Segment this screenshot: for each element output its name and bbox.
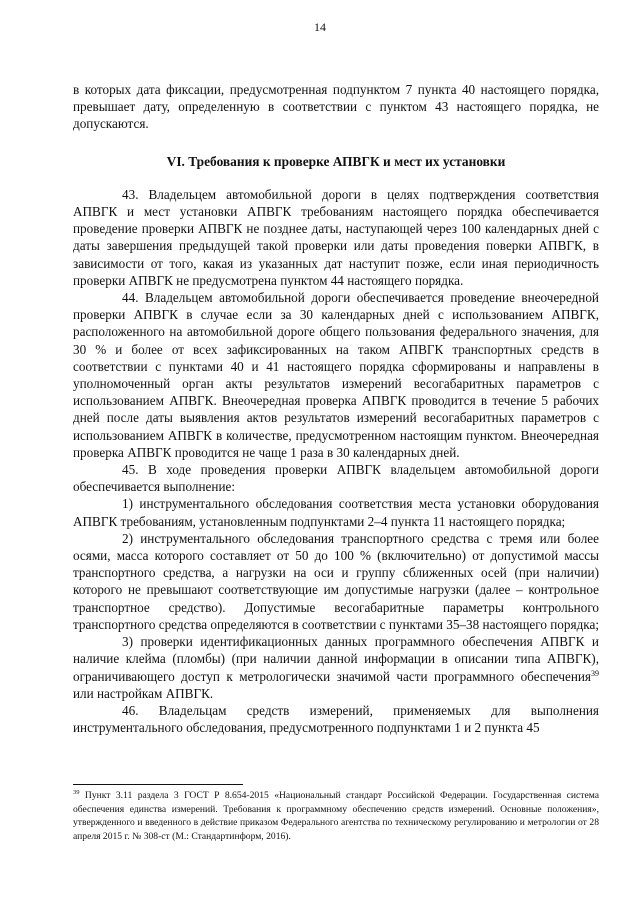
paragraph-43: 43. Владельцем автомобильной дороги в целях подтверждения соответствия АПВГК и мест установки АПВГК требованиям настоящего порядка обеспечивается проведение проверки АПВГК не позднее даты, наступающей через 100 календарных дней с даты завершения предыдущей такой проверки или даты проведения поверки АПВГК, в зависимости от того, какая из указанных дат наступит позже, если иная периодичность проверки АПВГК не предусмотрена пунктом 44 настоящего порядка.	[73, 186, 599, 288]
paragraph-44: 44. Владельцем автомобильной дороги обеспечивается проведение внеочередной проверки АПВГК в случае если за 30 календарных дней с использованием АПВГК, расположенного на автомобильной дороге общего пользования федерального значения, для 30 % и более от всех зафиксированных на таком АПВГК транспортных средств в соответствии с пунктами 40 и 41 настоящего порядка сформированы и направлены в уполномоченный орган акты результатов измерений весогабаритных параметров с использованием АПВГК. Внеочередная проверка АПВГК проводится в течение 5 рабочих дней после даты выявления актов результатов измерений весогабаритных параметров с использованием АПВГК в количестве, предусмотренном настоящим пунктом. Внеочередная проверка АПВГК проводится не чаще 1 раза в 30 календарных дней.	[73, 290, 599, 460]
paragraph-46: 46. Владельцам средств измерений, применяемых для выполнения инструментального обследования, предусмотренного подпунктами 1 и 2 пункта 45	[73, 702, 599, 736]
paragraph-45-item-3	[73, 633, 599, 702]
section-title: VI. Требования к проверке АПВГК и мест их установки	[166, 153, 506, 169]
page-number: 14	[314, 20, 326, 34]
intro-paragraph: в которых дата фиксации, предусмотренная подпунктом 7 пункта 40 настоящего порядка, превышает дату, определенную в соответствии с пунктом 43 настоящего порядка, не допускаются.	[73, 82, 599, 132]
footnote-divider	[73, 784, 243, 785]
footnote-text: Пункт 3.11 раздела 3 ГОСТ Р 8.654-2015 «Национальный стандарт Российской Федерации. Государственная система обеспечения единства измерений. Требования к программному обеспечению средств измерений. Основные положения», утвержденного и введенного в действие приказом Федерального агентства по техническому регулированию и метрологии от 28 апреля 2015 г. № 308-ст (М.: Стандартинформ, 2016).	[73, 790, 599, 842]
paragraph-45-item-3-end: или настройкам АПВГК.	[73, 685, 214, 701]
paragraph-45-item-1: 1) инструментального обследования соответствия места установки оборудования АПВГК требованиям, установленным подпунктами 2–4 пункта 11 настоящего порядка;	[73, 496, 599, 529]
footnote	[73, 789, 599, 843]
footnote-reference: 39	[591, 668, 599, 678]
document-body	[73, 81, 599, 736]
paragraph-45-item-2: 2) инструментального обследования транспортного средства с тремя или более осями, масса которого составляет от 50 до 100 % (включительно) от допустимой массы транспортного средства, а нагрузки на оси и группу сближенных осей (при наличии) которого не превышают соответствующие им допустимые нагрузки (далее – контрольное транспортное средство). Допустимые весогабаритные параметры контрольного транспортного средства определяются в соответствии с пунктами 35–38 настоящего порядка;	[73, 530, 599, 632]
paragraph-45-item-3-text: 3) проверки идентификационных данных программного обеспечения АПВГК и наличие клейма (пломбы) (при наличии данной информации в описании типа АПВГК), ограничивающего доступ к метрологически значимой части программного обеспечения	[73, 634, 599, 684]
footnote-marker: 39	[73, 789, 80, 796]
paragraph-45: 45. В ходе проведения проверки АПВГК владельцем автомобильной дороги обеспечивается выполнение:	[73, 462, 599, 495]
